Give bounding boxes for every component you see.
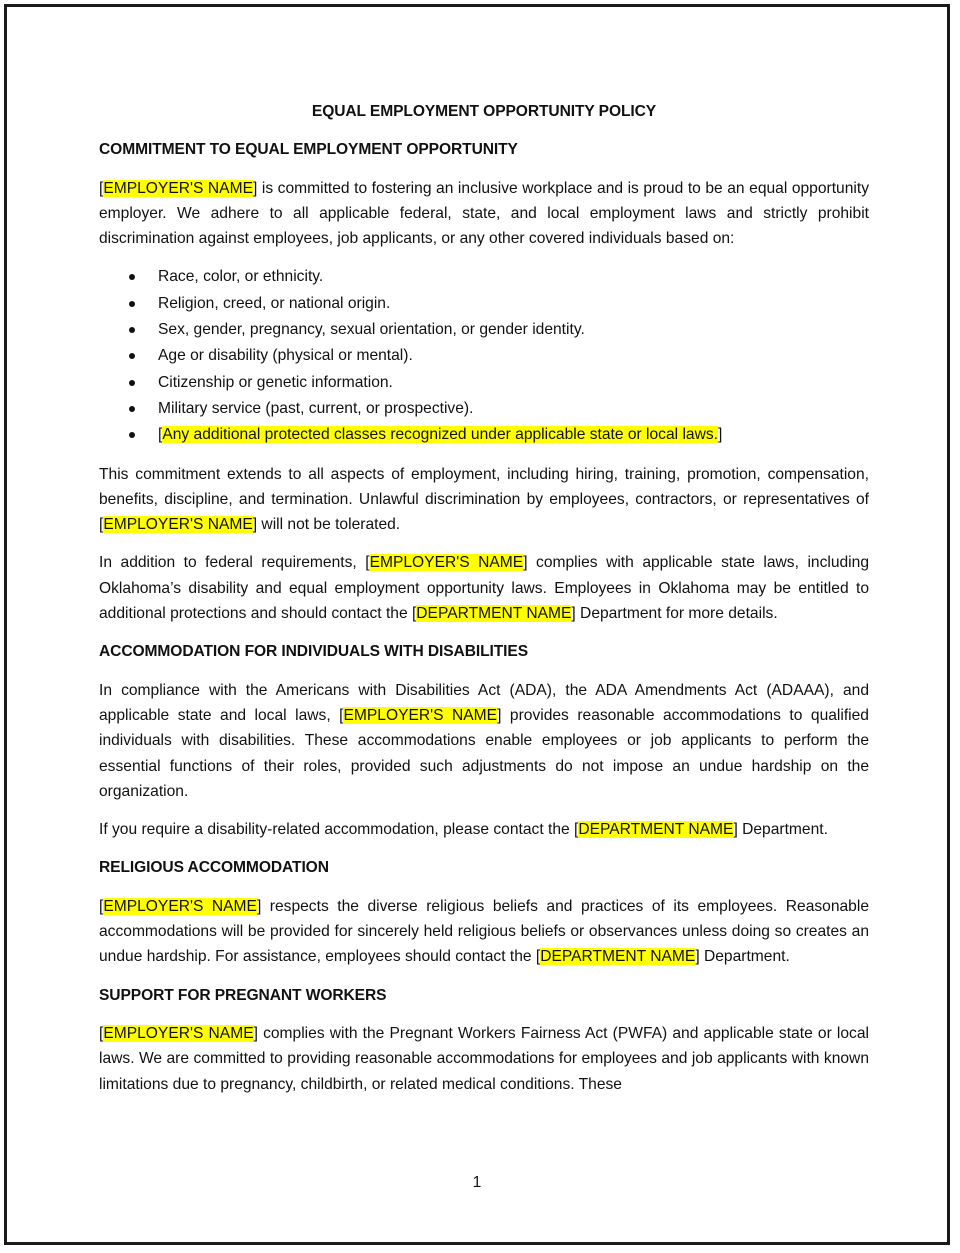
bullet-icon	[129, 353, 135, 359]
placeholder-employer-name: EMPLOYER'S NAME	[343, 706, 498, 724]
section-heading-disabilities: ACCOMMODATION FOR INDIVIDUALS WITH DISABILITIES	[99, 643, 529, 661]
list-item: Citizenship or genetic information.	[99, 370, 869, 396]
page-content	[99, 99, 869, 1110]
placeholder-employer-name: EMPLOYER'S NAME	[103, 516, 253, 534]
commitment-paragraph-3: In addition to federal requirements, [EMPLOYER'S NAME] complies with applicable state laws, including Oklahoma’s disability and equal employment opportunity laws. Employees in Oklahoma may be entitled to additional protections and should contact the [DEPARTMENT NAME] Department for more details.	[99, 554, 869, 623]
placeholder-department-name: DEPARTMENT NAME	[416, 605, 572, 623]
bullet-icon	[129, 406, 135, 412]
bullet-icon	[129, 327, 135, 333]
pregnant-paragraph-1: [EMPLOYER'S NAME] complies with the Pregnant Workers Fairness Act (PWFA) and applicable state or local laws. We are committed to providing reasonable accommodations for employees and job applicants with known limitations due to pregnancy, childbirth, or related medical conditions. These	[99, 1024, 869, 1093]
section-heading-pregnant-workers: SUPPORT FOR PREGNANT WORKERS	[99, 986, 387, 1004]
placeholder-employer-name: EMPLOYER'S NAME	[103, 1024, 254, 1042]
disabilities-paragraph-1: In compliance with the Americans with Disabilities Act (ADA), the ADA Amendments Act (ADAAA), and applicable state and local laws, [EMPLOYER'S NAME] provides reasonable accommodations to qualified individuals with disabilities. These accommodations enable employees or job applicants to perform the essential functions of their roles, provided such adjustments do not impose an undue hardship on the organization.	[99, 681, 869, 800]
bullet-icon	[129, 432, 135, 438]
document-title: EQUAL EMPLOYMENT OPPORTUNITY POLICY	[311, 103, 657, 120]
placeholder-employer-name: EMPLOYER'S NAME	[103, 897, 257, 915]
bullet-icon	[129, 274, 135, 280]
document-page	[4, 4, 950, 1245]
section-heading-commitment: COMMITMENT TO EQUAL EMPLOYMENT OPPORTUNITY	[99, 141, 518, 159]
page-number: 1	[472, 1174, 482, 1191]
disabilities-paragraph-2: If you require a disability-related accommodation, please contact the [DEPARTMENT NAME] Department.	[99, 821, 828, 839]
placeholder-additional-classes: Any additional protected classes recognized under applicable state or local laws.	[162, 426, 718, 444]
protected-classes-list	[99, 264, 869, 448]
list-item: Religion, creed, or national origin.	[99, 291, 869, 317]
bullet-icon	[129, 380, 135, 386]
list-item: Sex, gender, pregnancy, sexual orientation, or gender identity.	[99, 317, 869, 343]
placeholder-department-name: DEPARTMENT NAME	[540, 948, 696, 966]
placeholder-employer-name: EMPLOYER'S NAME	[369, 554, 524, 572]
placeholder-department-name: DEPARTMENT NAME	[578, 821, 734, 839]
list-item: [Any additional protected classes recognized under applicable state or local laws.]	[99, 422, 869, 448]
commitment-paragraph-2: This commitment extends to all aspects of employment, including hiring, training, promotion, compensation, benefits, discipline, and termination. Unlawful discrimination by employees, contractors, or representatives of [EMPLOYER'S NAME] will not be tolerated.	[99, 465, 869, 534]
bullet-icon	[129, 301, 135, 307]
religious-paragraph-1: [EMPLOYER'S NAME] respects the diverse religious beliefs and practices of its employees. Reasonable accommodations will be provided for sincerely held religious beliefs or observances unless doing so creates an undue hardship. For assistance, employees should contact the [DEPARTMENT NAME] Department.	[99, 897, 869, 966]
commitment-paragraph-1: [EMPLOYER'S NAME] is committed to fostering an inclusive workplace and is proud to be an equal opportunity employer. We adhere to all applicable federal, state, and local employment laws and strictly prohibit discrimination against employees, job applicants, or any other covered individuals based on:	[99, 179, 869, 248]
list-item: Age or disability (physical or mental).	[99, 343, 869, 369]
list-item: Race, color, or ethnicity.	[99, 264, 869, 290]
section-heading-religious: RELIGIOUS ACCOMMODATION	[99, 859, 329, 877]
placeholder-employer-name: EMPLOYER'S NAME	[103, 179, 253, 197]
list-item: Military service (past, current, or prospective).	[99, 396, 869, 422]
